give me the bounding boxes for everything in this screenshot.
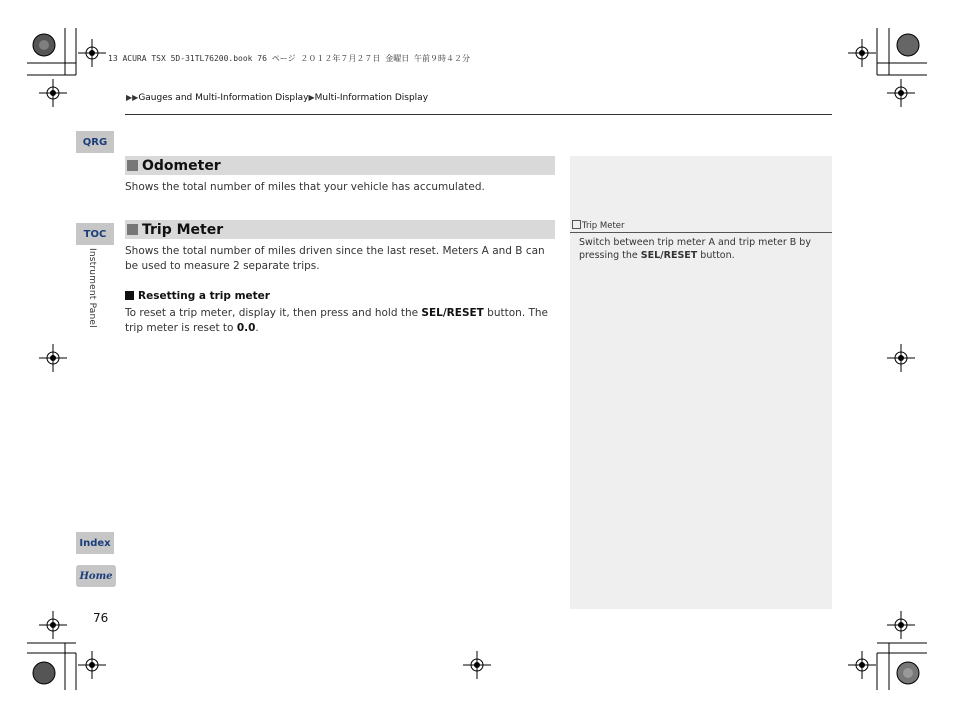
home-button[interactable] — [76, 565, 116, 587]
header-rule — [125, 114, 832, 115]
heading-square-icon — [127, 160, 138, 171]
breadcrumb-item-mid[interactable]: Multi-Information Display — [314, 93, 429, 103]
note-title-text: Trip Meter — [582, 221, 625, 231]
reset-value: 0.0 — [236, 322, 256, 334]
note-title — [572, 220, 625, 231]
resetting-subheading — [125, 290, 270, 302]
note-text — [579, 236, 824, 262]
print-info: 13 ACURA TSX 5D-31TL76200.book 76 ページ ２０１２年７月２７日 金曜日 午前９時４２分 — [108, 54, 471, 63]
trip-meter-text: Shows the total number of miles driven since the last reset. Meters A and B can be used to measure 2 separate trips. — [125, 245, 545, 272]
sel-reset-button-name: SEL/RESET — [421, 307, 484, 319]
home-button-label: Home — [79, 570, 113, 582]
reset-text-part: To reset a trip meter, display it, then press and hold the — [125, 307, 422, 319]
trip-meter-heading — [125, 220, 555, 239]
reset-text-part: button. The trip meter is reset to — [125, 307, 549, 334]
breadcrumb — [126, 93, 428, 103]
breadcrumb-item-gauges[interactable]: Gauges and Multi-Information Display — [138, 93, 309, 103]
note-text-part: button. — [697, 250, 735, 261]
resetting-subheading-text: Resetting a trip meter — [138, 290, 270, 302]
page-number: 76 — [93, 611, 109, 625]
odometer-text: Shows the total number of miles that your vehicle has accumulated. — [125, 181, 485, 193]
note-button-name: SEL/RESET — [640, 250, 698, 261]
reset-instructions — [125, 306, 553, 336]
reset-text-part: . — [255, 322, 259, 334]
odometer-heading — [125, 156, 555, 175]
trip-meter-title: Trip Meter — [142, 221, 224, 238]
section-side-label: Instrument Panel — [87, 248, 97, 328]
toc-button[interactable]: TOC — [76, 223, 114, 245]
note-icon — [572, 220, 581, 229]
odometer-title: Odometer — [142, 157, 221, 174]
note-text-part: Switch between trip meter A and trip meter B by pressing the — [579, 237, 811, 261]
subheading-square-icon — [125, 291, 134, 300]
breadcrumb-arrow-icon: ▶ — [308, 93, 315, 102]
qrg-button[interactable]: QRG — [76, 131, 114, 153]
note-rule — [570, 232, 832, 233]
heading-square-icon — [127, 224, 138, 235]
index-button[interactable]: Index — [76, 532, 114, 554]
breadcrumb-arrow-icon: ▶▶ — [126, 93, 139, 102]
